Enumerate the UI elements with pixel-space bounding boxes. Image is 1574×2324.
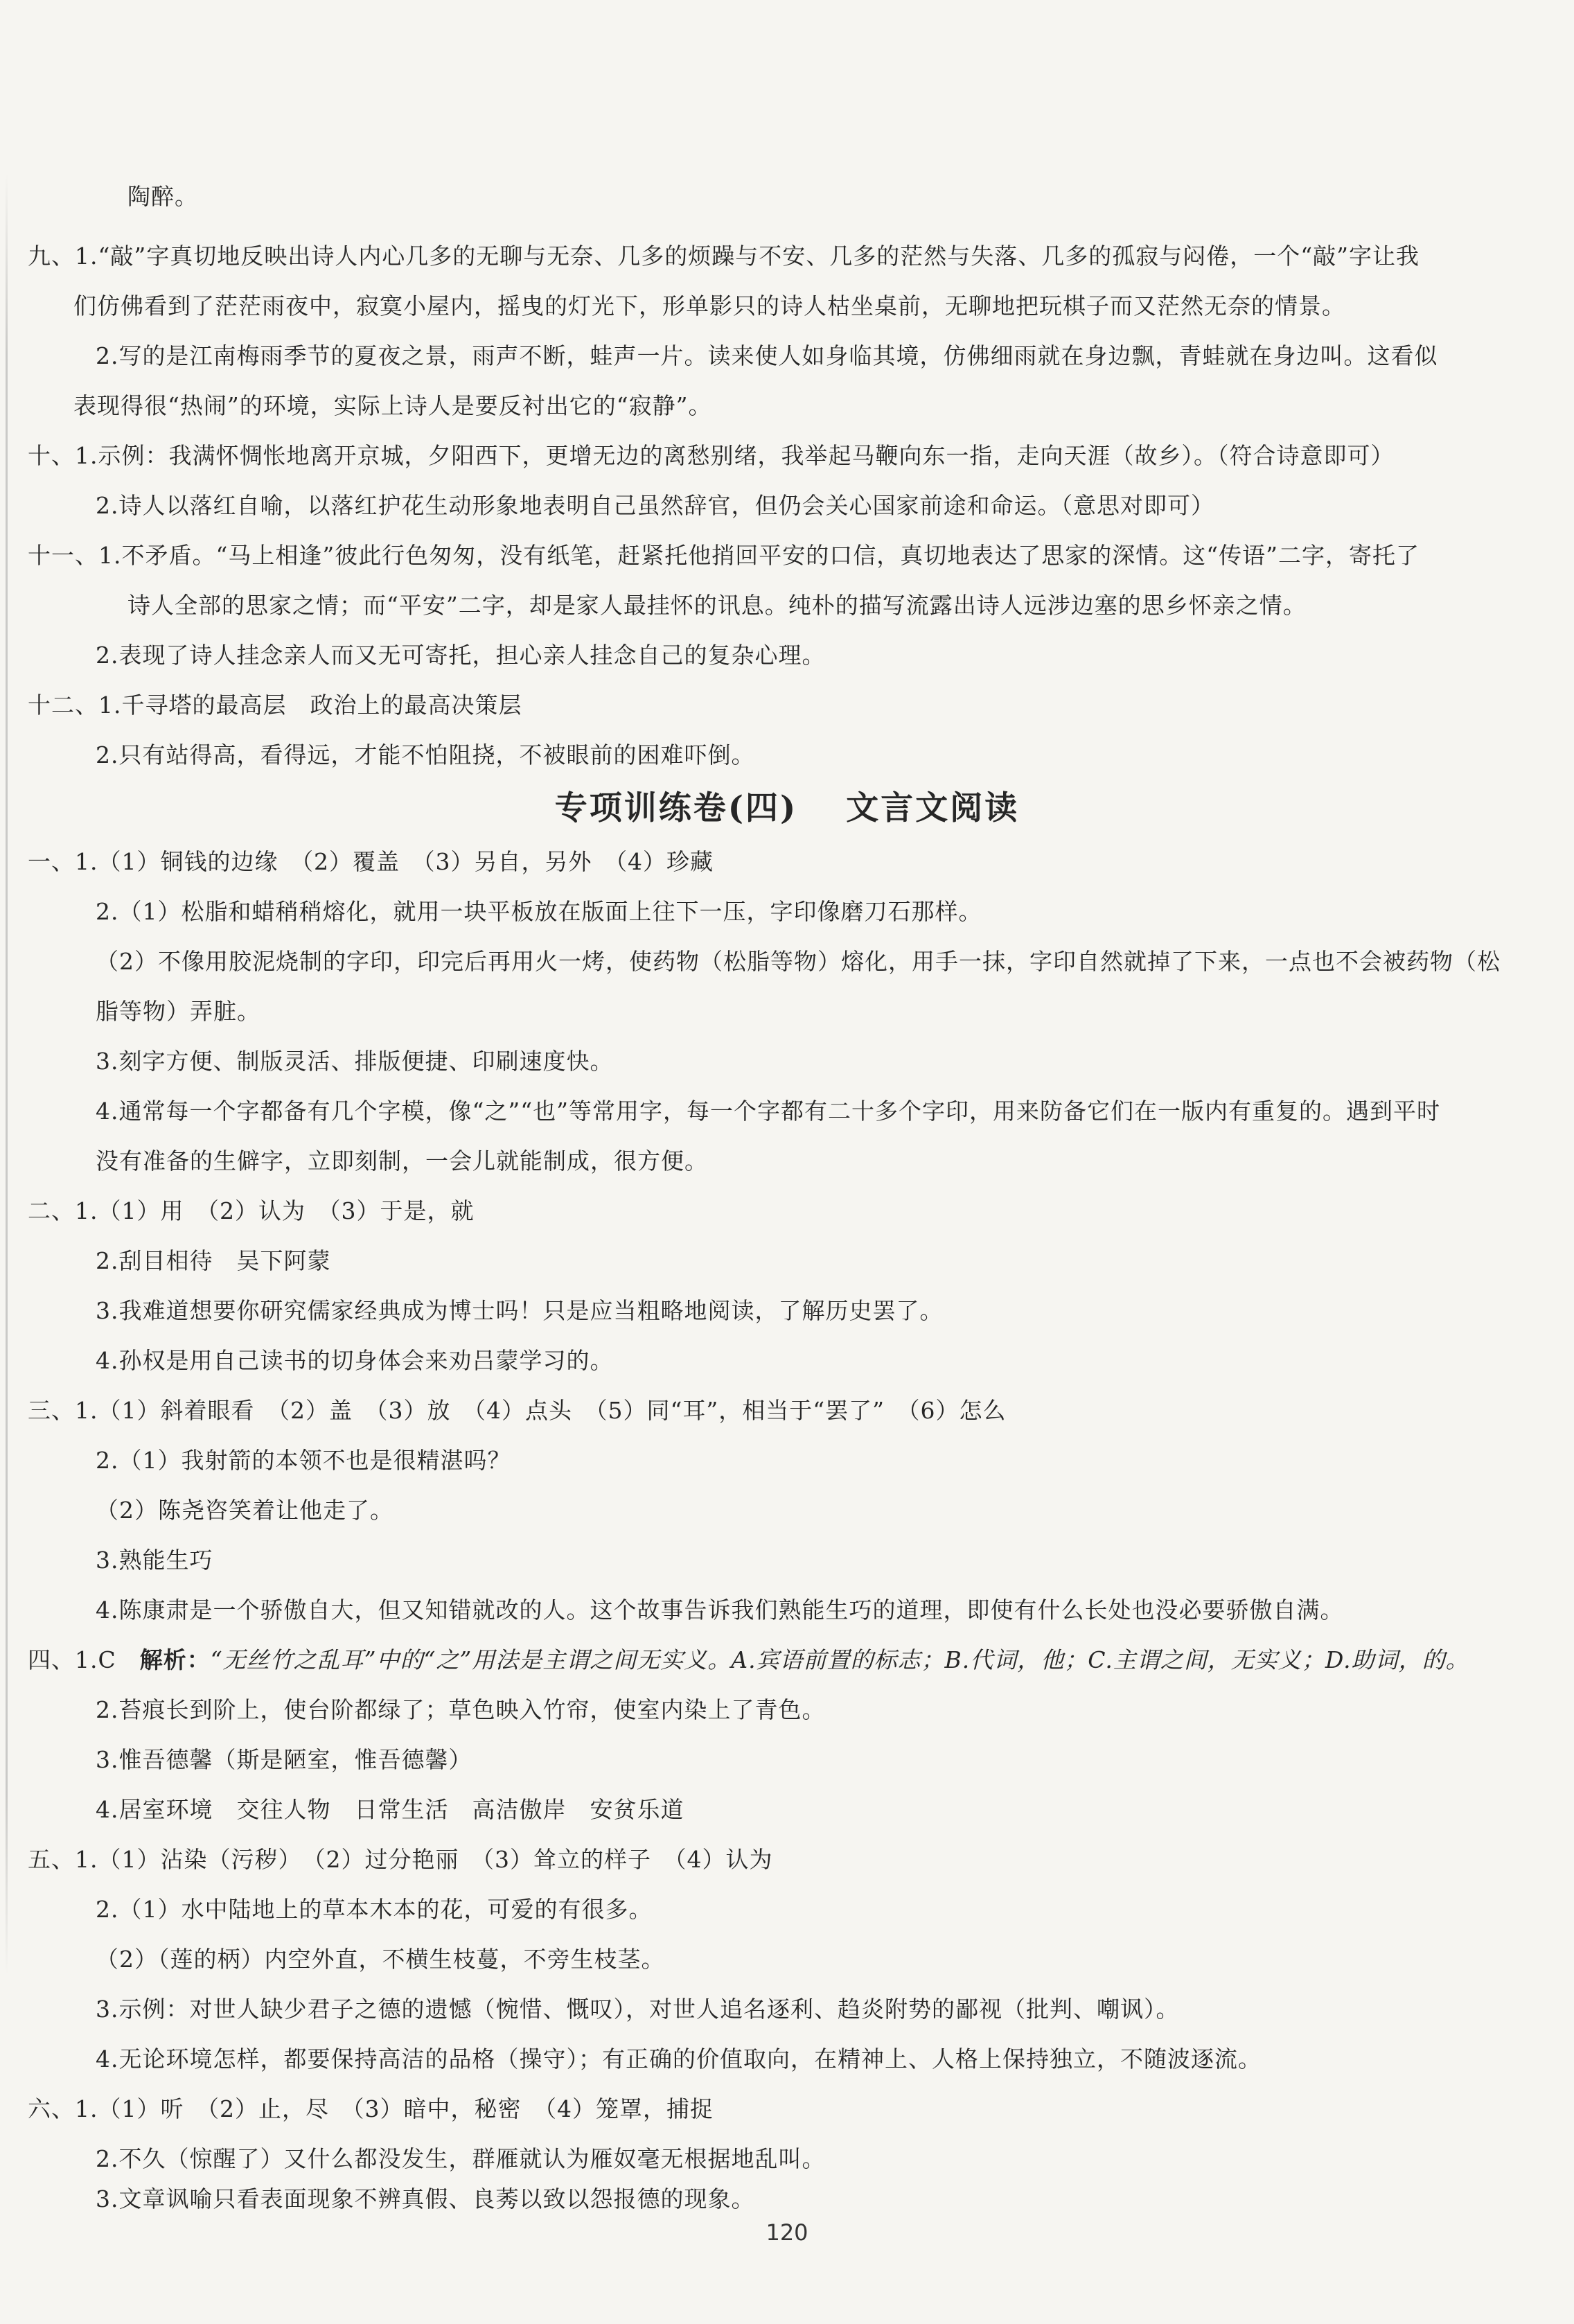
answer-line: 2.只有站得高，看得远，才能不怕阻挠，不被眼前的困难吓倒。: [96, 741, 755, 768]
answer-line: 十、1.示例：我满怀惆怅地离开京城，夕阳西下，更增无边的离愁别绪，我举起马鞭向东一指，走向天涯（故乡）。（符合诗意即可）: [28, 442, 1395, 469]
answer-line: 陶醉。: [127, 183, 198, 210]
answer-line: （2）不像用胶泥烧制的字印，印完后再用火一烤，使药物（松脂等物）熔化，用手一抹，字印自然就掉了下来，一点也不会被药物（松: [96, 948, 1501, 975]
answer-line: 脂等物）弄脏。: [96, 998, 260, 1025]
analysis-label: 解析：: [139, 1646, 211, 1673]
section-heading: [0, 787, 1574, 830]
answer-line: 3.示例：对世人缺少君子之德的遗憾（惋惜、慨叹），对世人追名逐利、趋炎附势的鄙视（批判、嘲讽）。: [96, 1996, 1180, 2023]
answer-line: 3.惟吾德馨（斯是陋室，惟吾德馨）: [96, 1746, 472, 1773]
answer-line: 4.居室环境 交往人物 日常生活 高洁傲岸 安贫乐道: [96, 1796, 684, 1823]
answer-line: [28, 1645, 1552, 1675]
answer-line: （2）（莲的柄）内空外直，不横生枝蔓，不旁生枝茎。: [96, 1946, 665, 1973]
answer-line: 没有准备的生僻字，立即刻制，一会儿就能制成，很方便。: [96, 1147, 708, 1174]
answer-line: 表现得很“热闹”的环境，实际上诗人是要反衬出它的“寂静”。: [73, 392, 712, 419]
answer-line: （2）陈尧咨笑着让他走了。: [96, 1497, 394, 1524]
answer-line: 3.文章讽喻只看表面现象不辨真假、良莠以致以怨报德的现象。: [96, 2185, 755, 2212]
answer-line: 2.写的是江南梅雨季节的夏夜之景，雨声不断，蛙声一片。读来使人如身临其境，仿佛细雨就在身边飘，青蛙就在身边叫。这看似: [96, 342, 1438, 369]
answer-line: 4.通常每一个字都备有几个字模，像“之”“也”等常用字，每一个字都有二十多个字印，用来防备它们在一版内有重复的。遇到平时: [96, 1098, 1440, 1125]
answer-line: 九、1.“敲”字真切地反映出诗人内心几多的无聊与无奈、几多的烦躁与不安、几多的茫然与失落、几多的孤寂与闷倦，一个“敲”字让我: [28, 243, 1420, 270]
answer-choice: 四、1.C: [28, 1646, 140, 1673]
answer-line: 2.苔痕长到阶上，使台阶都绿了；草色映入竹帘，使室内染上了青色。: [96, 1696, 826, 1723]
answer-line: 3.刻字方便、制版灵活、排版便捷、印刷速度快。: [96, 1048, 614, 1075]
section-heading-subtitle: 文言文阅读: [846, 789, 1020, 827]
answer-line: 3.我难道想要你研究儒家经典成为博士吗！只是应当粗略地阅读，了解历史罢了。: [96, 1297, 944, 1324]
answer-line: 一、1.（1）铜钱的边缘 （2）覆盖 （3）另自，另外 （4）珍藏: [28, 848, 714, 875]
answer-line: 2.（1）我射箭的本领不也是很精湛吗？: [96, 1447, 511, 1474]
answer-line: 2.刮目相待 吴下阿蒙: [96, 1247, 331, 1274]
answer-line: 十二、1.千寻塔的最高层 政治上的最高决策层: [28, 692, 522, 719]
answer-line: 2.表现了诗人挂念亲人而又无可寄托，担心亲人挂念自己的复杂心理。: [96, 642, 826, 669]
section-heading-title: 专项训练卷(四): [554, 789, 798, 827]
answer-line: 六、1.（1）听 （2）止，尽 （3）暗中，秘密 （4）笼罩，捕捉: [28, 2095, 714, 2122]
answer-line: 4.无论环境怎样，都要保持高洁的品格（操守）；有正确的价值取向，在精神上、人格上保持独立，不随波逐流。: [96, 2045, 1262, 2072]
answer-line: 2.不久（惊醒了）又什么都没发生，群雁就认为雁奴毫无根据地乱叫。: [96, 2145, 826, 2172]
answer-line: 五、1.（1）沾染（污秽） （2）过分艳丽 （3）耸立的样子 （4）认为: [28, 1846, 773, 1873]
answer-line: 十一、1.不矛盾。“马上相逢”彼此行色匆匆，没有纸笔，赶紧托他捎回平安的口信，真切地表达了思家的深情。这“传语”二字，寄托了: [28, 542, 1420, 569]
answer-line: 2.诗人以落红自喻，以落红护花生动形象地表明自己虽然辞官，但仍会关心国家前途和命运。（意思对即可）: [96, 492, 1214, 519]
answer-line: 们仿佛看到了茫茫雨夜中，寂寞小屋内，摇曳的灯光下，形单影只的诗人枯坐桌前，无聊地把玩棋子而又茫然无奈的情景。: [73, 292, 1345, 319]
answer-line: 4.陈康肃是一个骄傲自大，但又知错就改的人。这个故事告诉我们熟能生巧的道理，即使有什么长处也没必要骄傲自满。: [96, 1596, 1344, 1623]
answer-line: 4.孙权是用自己读书的切身体会来劝吕蒙学习的。: [96, 1347, 614, 1374]
answer-line: 2.（1）水中陆地上的草本木本的花，可爱的有很多。: [96, 1896, 653, 1923]
answer-line: 三、1.（1）斜着眼看 （2）盖 （3）放 （4）点头 （5）同“耳”，相当于“罢了” （6）怎么: [28, 1397, 1007, 1424]
answer-line: 2.（1）松脂和蜡稍稍熔化，就用一块平板放在版面上往下一压，字印像磨刀石那样。: [96, 898, 982, 925]
scan-margin-line: [6, 173, 8, 1975]
answer-line: 二、1.（1）用 （2）认为 （3）于是，就: [28, 1197, 475, 1224]
page-number: 120: [766, 2219, 808, 2246]
analysis-text: “无丝竹之乱耳”中的“之”用法是主谓之间无实义。A.宾语前置的标志；B.代词，他；C.主谓之间，无实义；D.助词，的。: [210, 1646, 1469, 1673]
answer-line: 诗人全部的思家之情；而“平安”二字，却是家人最挂怀的讯息。纯朴的描写流露出诗人远涉边塞的思乡怀亲之情。: [127, 592, 1307, 619]
answer-line: 3.熟能生巧: [96, 1547, 213, 1574]
